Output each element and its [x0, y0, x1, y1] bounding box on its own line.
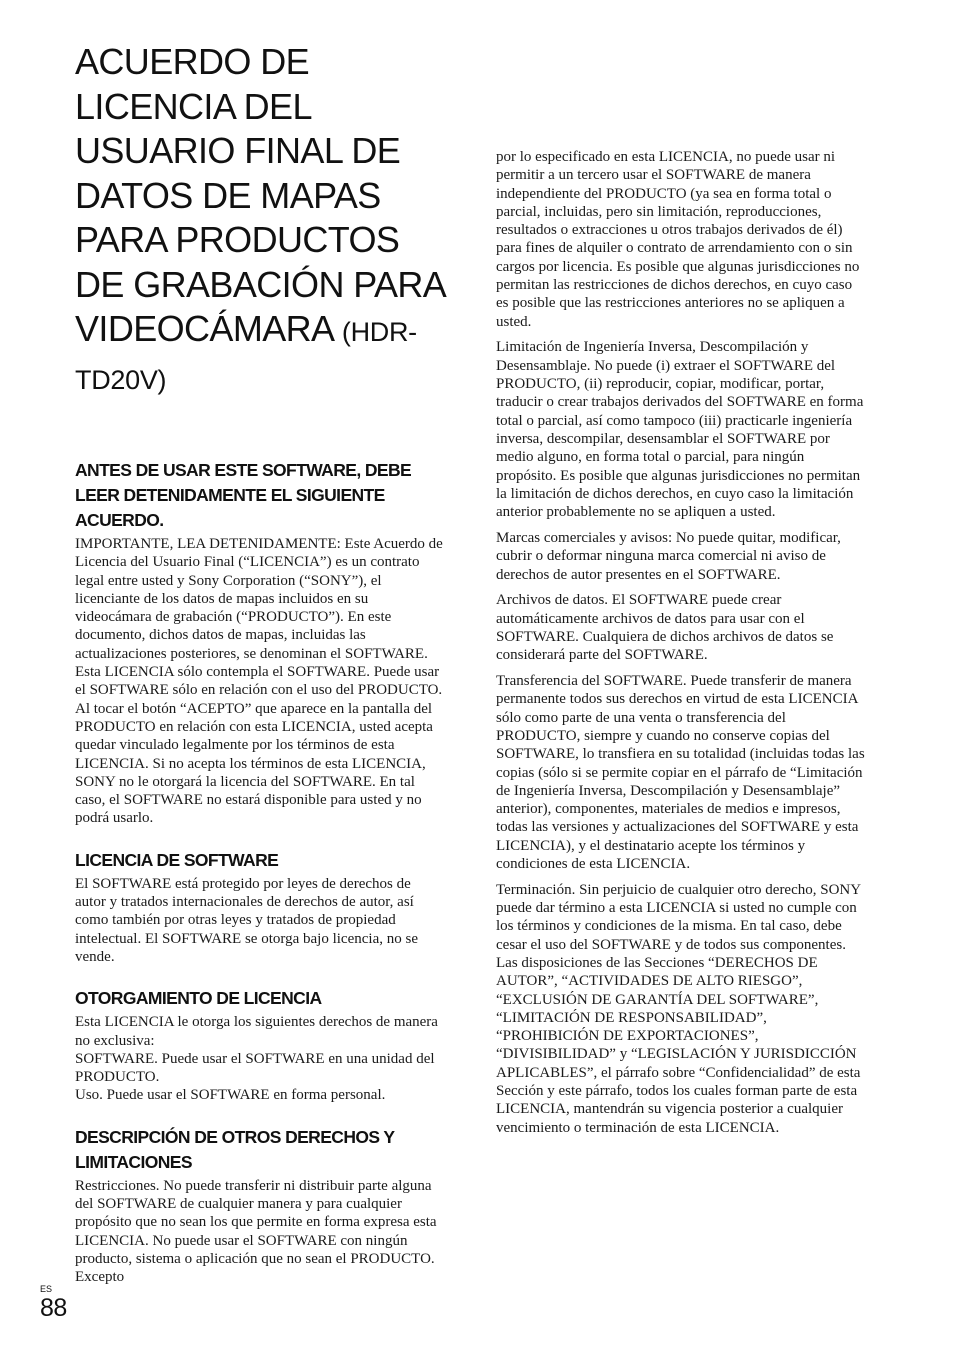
- licencia-software-paragraph: El SOFTWARE está protegido por leyes de derechos de autor y tratados internacionales de derechos de autor, así como también por otras leyes y tratados de propiedad intelectual. El SOFTWARE se otorga bajo licencia, no se vende.: [75, 875, 418, 965]
- otorgamiento-section: [75, 1013, 445, 1104]
- right-column: [496, 148, 866, 1144]
- intro-heading: ANTES DE USAR ESTE SOFTWARE, DEBE LEER DETENIDAMENTE EL SIGUIENTE ACUERDO.: [75, 460, 412, 530]
- page-language-code: ES: [40, 1284, 53, 1294]
- page-number: 88: [40, 1294, 67, 1322]
- otorgamiento-line: Esta LICENCIA le otorga los siguientes derechos de manera no exclusiva:: [75, 1014, 438, 1049]
- otorgamiento-line: SOFTWARE. Puede usar el SOFTWARE en una unidad del PRODUCTO.: [75, 1050, 435, 1086]
- paragraph-terminacion: Terminación. Sin perjuicio de cualquier otro derecho, SONY puede dar término a esta LICENCIA si usted no cumple con los términos y condiciones de la misma. En tal caso, debe cesar el uso del SOFTWARE y de todos sus componentes. Las disposiciones de las Secciones “DERECHOS DE AUTOR”, “ACTIVIDADES DE ALTO RIESGO”, “EXCLUSIÓN DE GARANTÍA DEL SOFTWARE”, “LIMITACIÓN DE RESPONSABILIDAD”, “PROHIBICIÓN DE EXPORTACIONES”, “DIVISIBILIDAD” y “LEGISLACIÓN Y JURISDICCIÓN APLICABLES”, el párrafo sobre “Confidencialidad” de esta Sección y este párrafo, todos los cuales forman parte de esta LICENCIA, mantendrán su vigencia posterior a cualquier vencimiento o terminación de esta LICENCIA.: [496, 881, 861, 1136]
- licencia-software-section: [75, 875, 445, 966]
- paragraph-marcas-comerciales: Marcas comerciales y avisos: No puede quitar, modificar, cubrir o deformar ninguna marca comercial ni aviso de derechos de autor presentes en el SOFTWARE.: [496, 529, 841, 583]
- document-title: [75, 40, 445, 402]
- intro-paragraph: IMPORTANTE, LEA DETENIDAMENTE: Este Acuerdo de Licencia del Usuario Final (“LICENCIA”) es un contrato legal entre usted y Sony Corporation (“SONY”), el licenciante de los datos de mapas incluidos en su videocámara de grabación (“PRODUCTO”). En este documento, dichos datos de mapas, incluidas las actualizaciones posteriores, se denominan el SOFTWARE. Esta LICENCIA sólo contempla el SOFTWARE. Puede usar el SOFTWARE sólo en relación con el uso del PRODUCTO. Al tocar el botón “ACEPTO” que aparece en la pantalla del PRODUCTO en relación con esta LICENCIA, usted acepta quedar vinculado legalmente por los términos de esta LICENCIA. Si no acepta los términos de esta LICENCIA, SONY no le otorgará la licencia del SOFTWARE. En tal caso, el SOFTWARE no estará disponible para usted y no podrá usarlo.: [75, 536, 443, 827]
- left-column: [75, 40, 445, 1287]
- document-title-model: (HDR-TD20V): [75, 317, 417, 395]
- otorgamiento-heading: OTORGAMIENTO DE LICENCIA: [75, 988, 322, 1009]
- document-title-main: ACUERDO DE LICENCIA DEL USUARIO FINAL DE DATOS DE MAPAS PARA PRODUCTOS DE GRABACIÓN PARA VIDEOCÁMARA: [75, 41, 445, 349]
- paragraph-transferencia: Transferencia del SOFTWARE. Puede transferir de manera permanente todos sus derechos en virtud de esta LICENCIA sólo como parte de una venta o transferencia del PRODUCTO, siempre y cuando no conserve copias del SOFTWARE, lo transfiera en su totalidad (incluidas todas las copias (sólo si se permite copiar en el párrafo de “Limitación de Ingeniería Inversa, Descompilación y Desensamblaje” anterior), componentes, materiales de medios e impresos, todas las versiones y actualizaciones del SOFTWARE y esta LICENCIA), y el destinatario acepte los términos y condiciones de esta LICENCIA.: [496, 673, 865, 872]
- paragraph-ingenieria-inversa: Limitación de Ingeniería Inversa, Descompilación y Desensamblaje. No puede (i) extraer el SOFTWARE del PRODUCTO, (ii) reproducir, copiar, modificar, portar, traducir o crear trabajos derivados del SOFTWARE en forma total o parcial, así como tampoco (iii) practicarle ingeniería inversa, descompilar, desensamblar el SOFTWARE por medio alguno, en forma total o parcial, para ningún propósito. Es posible que algunas jurisdicciones no permitan la limitación de dichos derechos, en cuyo caso la limitación anterior probablemente no se apliquen a usted.: [496, 339, 864, 521]
- right-column-text: [496, 148, 866, 1137]
- intro-section: [75, 535, 445, 828]
- paragraph-restricciones-cont: por lo especificado en esta LICENCIA, no puede usar ni permitir a un tercero usar el SOFTWARE de manera independiente del PRODUCTO (ya sea en forma total o parcial, incluidas, pero sin limitación, reproducciones, resultados o extracciones u otros trabajos derivados de él) para fines de alquiler o contrato de arrendamiento con o sin cargos por licencia. Es posible que algunas jurisdicciones no permitan las restricciones de dichos derechos, en cuyo caso es posible que las restricciones anteriores no se apliquen a usted.: [496, 149, 860, 330]
- descripcion-heading: DESCRIPCIÓN DE OTROS DERECHOS Y LIMITACIONES: [75, 1126, 395, 1172]
- descripcion-section: [75, 1177, 445, 1287]
- paragraph-archivos-datos: Archivos de datos. El SOFTWARE puede crear automáticamente archivos de datos para usar con el SOFTWARE. Cualquiera de dichos archivos de datos se considerará parte del SOFTWARE.: [496, 592, 834, 664]
- descripcion-paragraph: Restricciones. No puede transferir ni distribuir parte alguna del SOFTWARE de cualquier manera y para cualquier propósito que no sean los que permite en forma expresa esta LICENCIA. No puede usar el SOFTWARE con ningún producto, sistema o aplicación que no sean el PRODUCTO. Excepto: [75, 1177, 437, 1286]
- licencia-software-heading: LICENCIA DE SOFTWARE: [75, 849, 279, 870]
- otorgamiento-line: Uso. Puede usar el SOFTWARE en forma personal.: [75, 1087, 386, 1104]
